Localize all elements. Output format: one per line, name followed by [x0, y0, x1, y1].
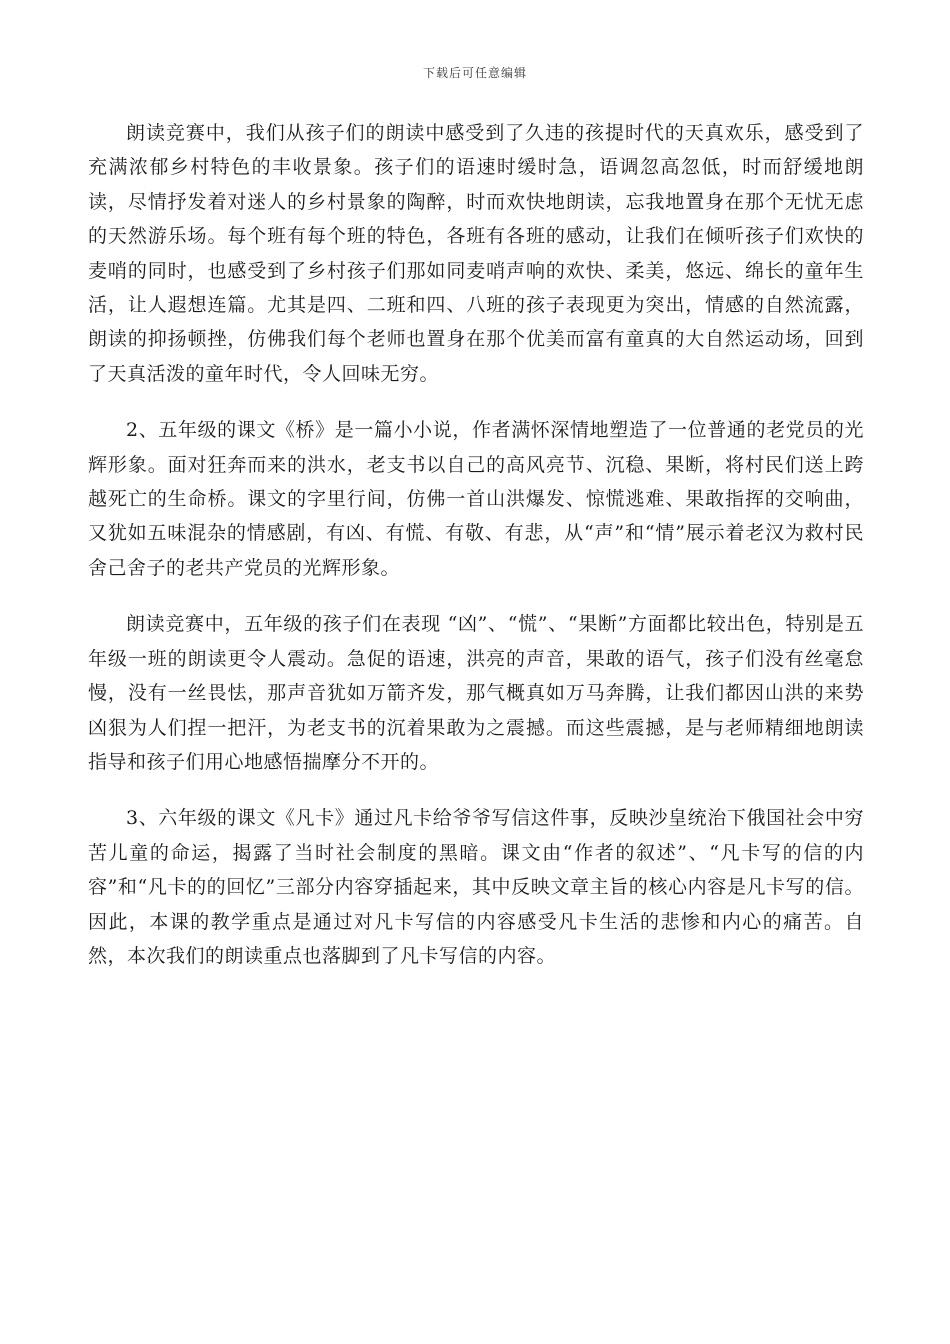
paragraph-1: 朗读竞赛中，我们从孩子们的朗读中感受到了久违的孩提时代的天真欢乐，感受到了充满浓郁乡村特色的丰收景象。孩子们的语速时缓时急，语调忽高忽低，时而舒缓地朗读，尽情抒发着对迷人的乡村景象的陶醉，时而欢快地朗读，忘我地置身在那个无忧无虑的天然游乐场。每个班有每个班的特色，各班有各班的感动，让我们在倾听孩子们欢快的麦哨的同时，也感受到了乡村孩子们那如同麦哨声响的欢快、柔美，悠远、绵长的童年生活，让人遐想连篇。尤其是四、二班和四、八班的孩子表现更为突出，情感的自然流露，朗读的抑扬顿挫，仿佛我们每个老师也置身在那个优美而富有童真的大自然运动场，回到了天真活泼的童年时代，令人回味无穷。 — [88, 122, 864, 385]
paragraph-3: 朗读竞赛中，五年级的孩子们在表现 “凶”、“慌”、“果断”方面都比较出色，特别是五年级一班的朗读更令人震动。急促的语速，洪亮的声音，果敢的语气，孩子们没有丝毫怠慢，没有一丝畏怯，那声音犹如万箭齐发，那气概真如万马奔腾，让我们都因山洪的来势凶狠为人们捏一把汗，为老支书的沉着果敢为之震撼。而这些震撼，是与老师精细地朗读指导和孩子们用心地感悟揣摩分不开的。 — [88, 613, 864, 773]
page-header: 下载后可任意编辑 — [422, 66, 527, 80]
document-body — [88, 116, 864, 995]
paragraph-4: 3、六年级的课文《凡卡》通过凡卡给爷爷写信这件事，反映沙皇统治下俄国社会中穷苦儿童的命运，揭露了当时社会制度的黑暗。课文由“作者的叙述”、“凡卡写的信的内容”和“凡卡的的回忆”三部分内容穿插起来，其中反映文章主旨的核心内容是凡卡写的信。因此，本课的教学重点是通过对凡卡写信的内容感受凡卡生活的悲惨和内心的痛苦。自然，本次我们的朗读重点也落脚到了凡卡写信的内容。 — [88, 807, 864, 967]
paragraph-2: 2、五年级的课文《桥》是一篇小小说，作者满怀深情地塑造了一位普通的老党员的光辉形象。面对狂奔而来的洪水，老支书以自己的高风亮节、沉稳、果断，将村民们送上跨越死亡的生命桥。课文的字里行间，仿佛一首山洪爆发、惊慌逃难、果敢指挥的交响曲，又犹如五味混杂的情感剧，有凶、有慌、有敬、有悲，从“声”和“情”展示着老汉为救村民舍己舍子的老共产党员的光辉形象。 — [88, 419, 864, 579]
